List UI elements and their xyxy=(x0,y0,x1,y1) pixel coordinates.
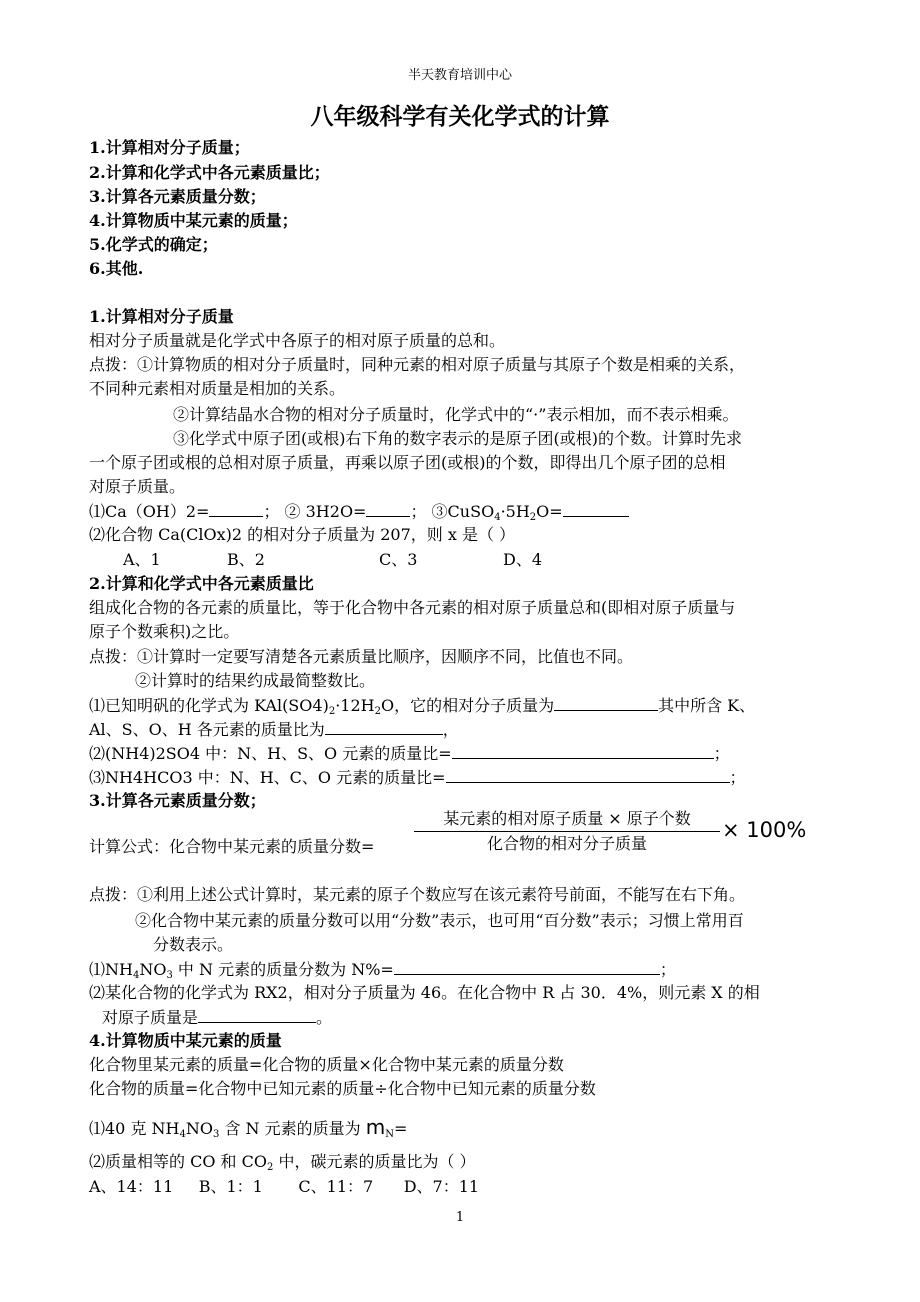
answer-blank[interactable] xyxy=(554,694,658,711)
paragraph: 对原子质量。 xyxy=(89,477,186,496)
mass-fraction-formula xyxy=(410,808,810,856)
exercise: ⑵质量相等的 CO 和 $CO_2$ 中，碳元素的质量比为（ ） xyxy=(89,1152,476,1173)
answer-blank[interactable] xyxy=(325,718,443,735)
page-title: 八年级科学有关化学式的计算 xyxy=(310,104,610,130)
option: B、2 xyxy=(227,550,265,569)
toc-item: 5.化学式的确定； xyxy=(89,235,218,254)
formula-label: 计算公式：化合物中某元素的质量分数= xyxy=(89,837,375,856)
options-row xyxy=(123,549,542,571)
option: C、3 xyxy=(379,550,418,569)
percent-multiplier: × 100% xyxy=(722,818,807,842)
fraction xyxy=(414,808,720,855)
option: D、4 xyxy=(503,550,543,569)
fraction-bar xyxy=(414,831,720,832)
answer-blank[interactable] xyxy=(198,1006,316,1023)
exercise: ⑵化合物 Ca(ClOx)2 的相对分子质量为 207，则 x 是（ ） xyxy=(89,525,516,544)
toc-item: 1.计算相对分子质量； xyxy=(89,138,250,157)
paragraph: 化合物的质量=化合物中已知元素的质量÷化合物中已知元素的质量分数 xyxy=(89,1079,596,1098)
toc-item: 2.计算和化学式中各元素质量比； xyxy=(89,163,330,182)
paragraph: 分数表示。 xyxy=(153,935,234,954)
toc-item: 4.计算物质中某元素的质量； xyxy=(89,211,298,230)
paragraph: 原子个数乘积)之比。 xyxy=(89,622,240,641)
exercise: Al、S、O、H 各元素的质量比为 ， xyxy=(89,720,459,739)
section-heading: 2.计算和化学式中各元素质量比 xyxy=(89,574,314,593)
exercise: ⑴Ca（OH）2= ； ② 3H2O= ； $③CuSO_4\cdot 5H_2O=$ xyxy=(89,500,629,523)
answer-blank[interactable] xyxy=(366,500,410,517)
exercise: ⑴40 克 $NH_4NO_3$ 含 N 元素的质量为 $m_N=$ xyxy=(89,1115,408,1140)
paragraph: 一个原子团或根的总相对原子质量，再乘以原子团(或根)的个数，即得出几个原子团的总相 xyxy=(89,453,726,472)
fraction-numerator: 某元素的相对原子质量 × 原子个数 xyxy=(443,809,691,828)
toc-item: 3.计算各元素质量分数； xyxy=(89,187,266,206)
section-heading: 3.计算各元素质量分数； xyxy=(89,791,266,810)
paragraph: 不同种元素相对质量是相加的关系。 xyxy=(89,379,346,398)
page-number: 1 xyxy=(455,1210,465,1225)
exercise: ⑴已知明矾的化学式为 $KAl(SO4)_2\cdot 12H_2O$，它的相对分子质量为 其中所含 K、 xyxy=(89,696,756,717)
paragraph: 相对分子质量就是化学式中各原子的相对原子质量的总和。 xyxy=(89,331,506,350)
toc-item: 6.其他. xyxy=(89,259,144,278)
answer-blank[interactable] xyxy=(446,766,730,783)
paragraph: ②计算时的结果约成最简整数比。 xyxy=(135,671,376,690)
answer-blank[interactable] xyxy=(209,500,263,517)
options-row: A、14：11 B、1：1 C、11：7 D、7：11 xyxy=(89,1177,480,1196)
exercise: 对原子质量是 。 xyxy=(102,1008,333,1027)
exercise: $⑴NH_4NO_3$ 中 N 元素的质量分数为 N%= ； xyxy=(89,960,676,981)
section-heading: 1.计算相对分子质量 xyxy=(89,307,234,326)
option: A、1 xyxy=(123,550,161,569)
page-header: 半天教育培训中心 xyxy=(407,68,512,83)
answer-blank[interactable] xyxy=(452,742,714,759)
answer-blank[interactable] xyxy=(394,958,660,975)
paragraph: ③化学式中原子团(或根)右下角的数字表示的是原子团(或根)的个数。计算时先求 xyxy=(173,429,742,448)
paragraph: 组成化合物的各元素的质量比，等于化合物中各元素的相对原子质量总和(即相对原子质量与 xyxy=(89,598,736,617)
paragraph: ②计算结晶水合物的相对分子质量时，化学式中的“·”表示相加，而不表示相乘。 xyxy=(173,405,739,424)
exercise: ⑵某化合物的化学式为 RX2，相对分子质量为 46。在化合物中 R 占 30．4%，则元素 X 的相 xyxy=(89,983,760,1002)
paragraph: 点拨：①利用上述公式计算时，某元素的原子个数应写在该元素符号前面，不能写在右下角。 xyxy=(89,885,746,904)
exercise: ⑵(NH4)2SO4 中：N、H、S、O 元素的质量比= ； xyxy=(89,744,730,763)
exercise: ⑶NH4HCO3 中：N、H、C、O 元素的质量比= ； xyxy=(89,768,746,787)
fraction-denominator: 化合物的相对分子质量 xyxy=(486,834,647,853)
section-heading: 4.计算物质中某元素的质量 xyxy=(89,1031,282,1050)
paragraph: ②化合物中某元素的质量分数可以用“分数”表示，也可用“百分数”表示；习惯上常用百 xyxy=(135,911,744,930)
answer-blank[interactable] xyxy=(563,500,629,517)
paragraph: 点拨：①计算时一定要写清楚各元素质量比顺序，因顺序不同，比值也不同。 xyxy=(89,647,634,666)
paragraph: 点拨：①计算物质的相对分子质量时，同种元素的相对原子质量与其原子个数是相乘的关系， xyxy=(89,355,746,374)
paragraph: 化合物里某元素的质量=化合物的质量×化合物中某元素的质量分数 xyxy=(89,1055,564,1074)
